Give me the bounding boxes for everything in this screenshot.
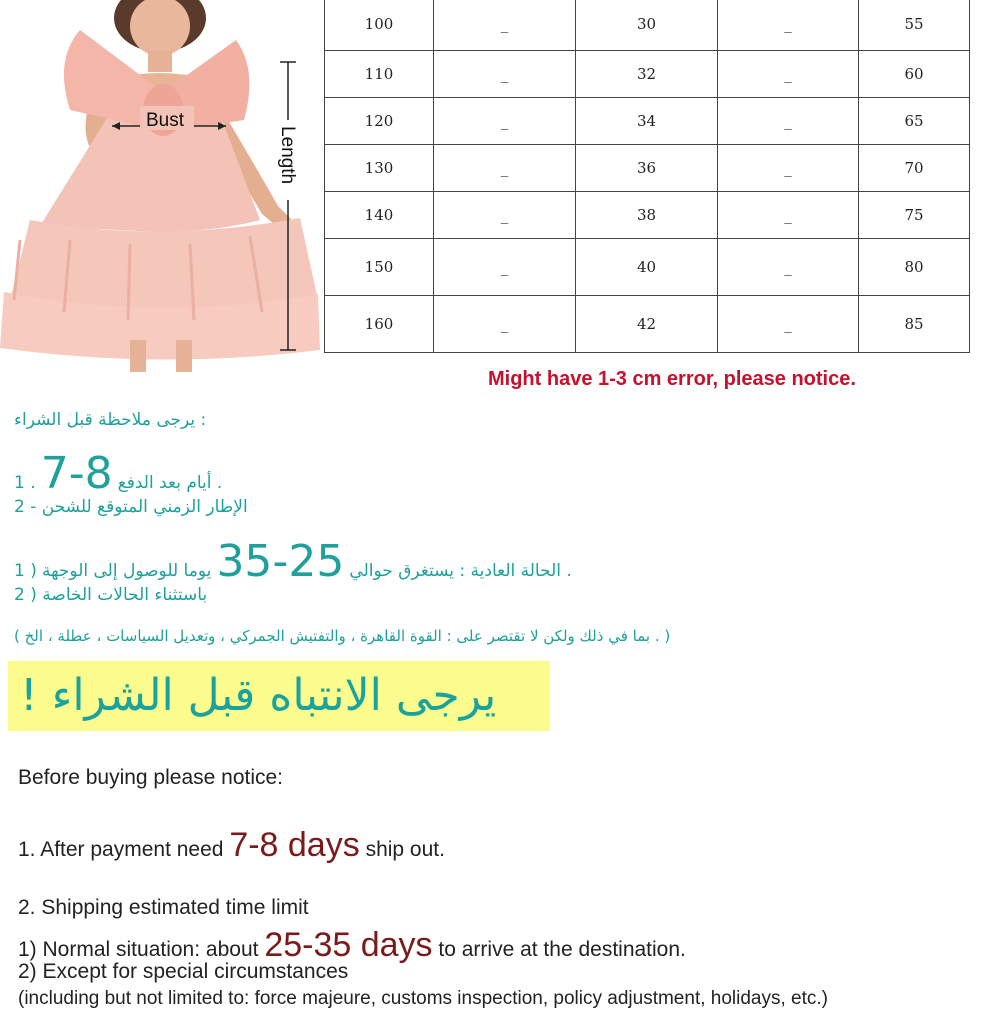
table-cell: _ [434, 239, 576, 296]
table-cell: _ [434, 98, 576, 145]
table-cell: 34 [576, 98, 718, 145]
arabic-line-2: 2 - الإطار الزمني المتوقع للشحن [14, 497, 248, 517]
bust-label: Bust [146, 110, 185, 131]
table-cell: 42 [576, 296, 718, 353]
table-cell: _ [718, 192, 859, 239]
table-cell: 30 [576, 0, 718, 51]
table-cell: _ [434, 296, 576, 353]
table-cell: 140 [325, 192, 434, 239]
table-cell: _ [718, 145, 859, 192]
english-point-3-days: 25-35 days [264, 926, 433, 964]
english-point-1-pre: 1. After payment need [18, 838, 224, 861]
table-cell: _ [718, 0, 859, 51]
table-row [325, 192, 970, 239]
size-table-body [325, 0, 970, 353]
table-cell: _ [434, 145, 576, 192]
arabic-line-4: 2 ) باستثناء الحالات الخاصة [14, 585, 208, 605]
length-label: Length [277, 126, 298, 185]
table-row [325, 98, 970, 145]
table-row [325, 296, 970, 353]
english-point-4: 2) Except for special circumstances [18, 960, 349, 983]
table-cell: 55 [859, 0, 970, 51]
arabic-line-5: ( بما في ذلك ولكن لا تقتصر على : القوة القاهرة ، والتفتيش الجمركي ، وتعديل السياسات ، عطلة ، الخ . ) [14, 627, 671, 645]
table-cell: 70 [859, 145, 970, 192]
table-cell: 120 [325, 98, 434, 145]
english-point-1-post: ship out. [365, 838, 445, 861]
arabic-intro: يرجى ملاحظة قبل الشراء : [14, 410, 207, 430]
table-cell: _ [434, 51, 576, 98]
english-point-2: 2. Shipping estimated time limit [18, 896, 309, 919]
dress-photo [0, 0, 322, 372]
table-row [325, 51, 970, 98]
table-cell: 75 [859, 192, 970, 239]
arabic-line-3-end: يوما للوصول إلى الوجهة . [41, 561, 572, 581]
arabic-line-3-number: 1 ) [14, 561, 37, 581]
table-cell: 38 [576, 192, 718, 239]
english-point-5: (including but not limited to: force majeure, customs inspection, policy adjustment, holidays, etc.) [18, 988, 828, 1009]
english-point-3-pre: 1) Normal situation: about [18, 938, 259, 961]
english-point-1-days: 7-8 days [229, 826, 360, 864]
table-cell: _ [434, 0, 576, 51]
table-cell: _ [718, 239, 859, 296]
arabic-line-3 [14, 536, 572, 587]
table-cell: 100 [325, 0, 434, 51]
table-cell: 110 [325, 51, 434, 98]
arabic-line-1-text: أيام بعد الدفع . [117, 473, 223, 493]
arabic-line-1 [14, 448, 222, 499]
arabic-line-1-number: 1 . [14, 473, 36, 493]
table-cell: 130 [325, 145, 434, 192]
before-buying-notice: Before buying please notice: [18, 766, 284, 789]
table-cell: 60 [859, 51, 970, 98]
table-row [325, 145, 970, 192]
arabic-line-3-text: الحالة العادية : يستغرق حوالي [349, 561, 561, 581]
table-cell: _ [718, 51, 859, 98]
arabic-notice-banner: ! يرجى الانتباه قبل الشراء [8, 661, 550, 731]
table-cell: 65 [859, 98, 970, 145]
table-cell: 40 [576, 239, 718, 296]
table-cell: 36 [576, 145, 718, 192]
arabic-line-3-days: 25-35 [216, 536, 345, 587]
english-point-1 [18, 826, 445, 865]
table-cell: 85 [859, 296, 970, 353]
english-point-3-post: to arrive at the destination. [438, 938, 686, 961]
table-cell: _ [718, 296, 859, 353]
size-table [324, 0, 970, 353]
error-note: Might have 1-3 cm error, please notice. [488, 368, 856, 390]
table-cell: 80 [859, 239, 970, 296]
table-cell: _ [718, 98, 859, 145]
table-cell: 32 [576, 51, 718, 98]
arabic-line-1-days: 7-8 [40, 448, 113, 499]
table-row [325, 239, 970, 296]
table-cell: _ [434, 192, 576, 239]
table-row [325, 0, 970, 51]
table-cell: 160 [325, 296, 434, 353]
table-cell: 150 [325, 239, 434, 296]
